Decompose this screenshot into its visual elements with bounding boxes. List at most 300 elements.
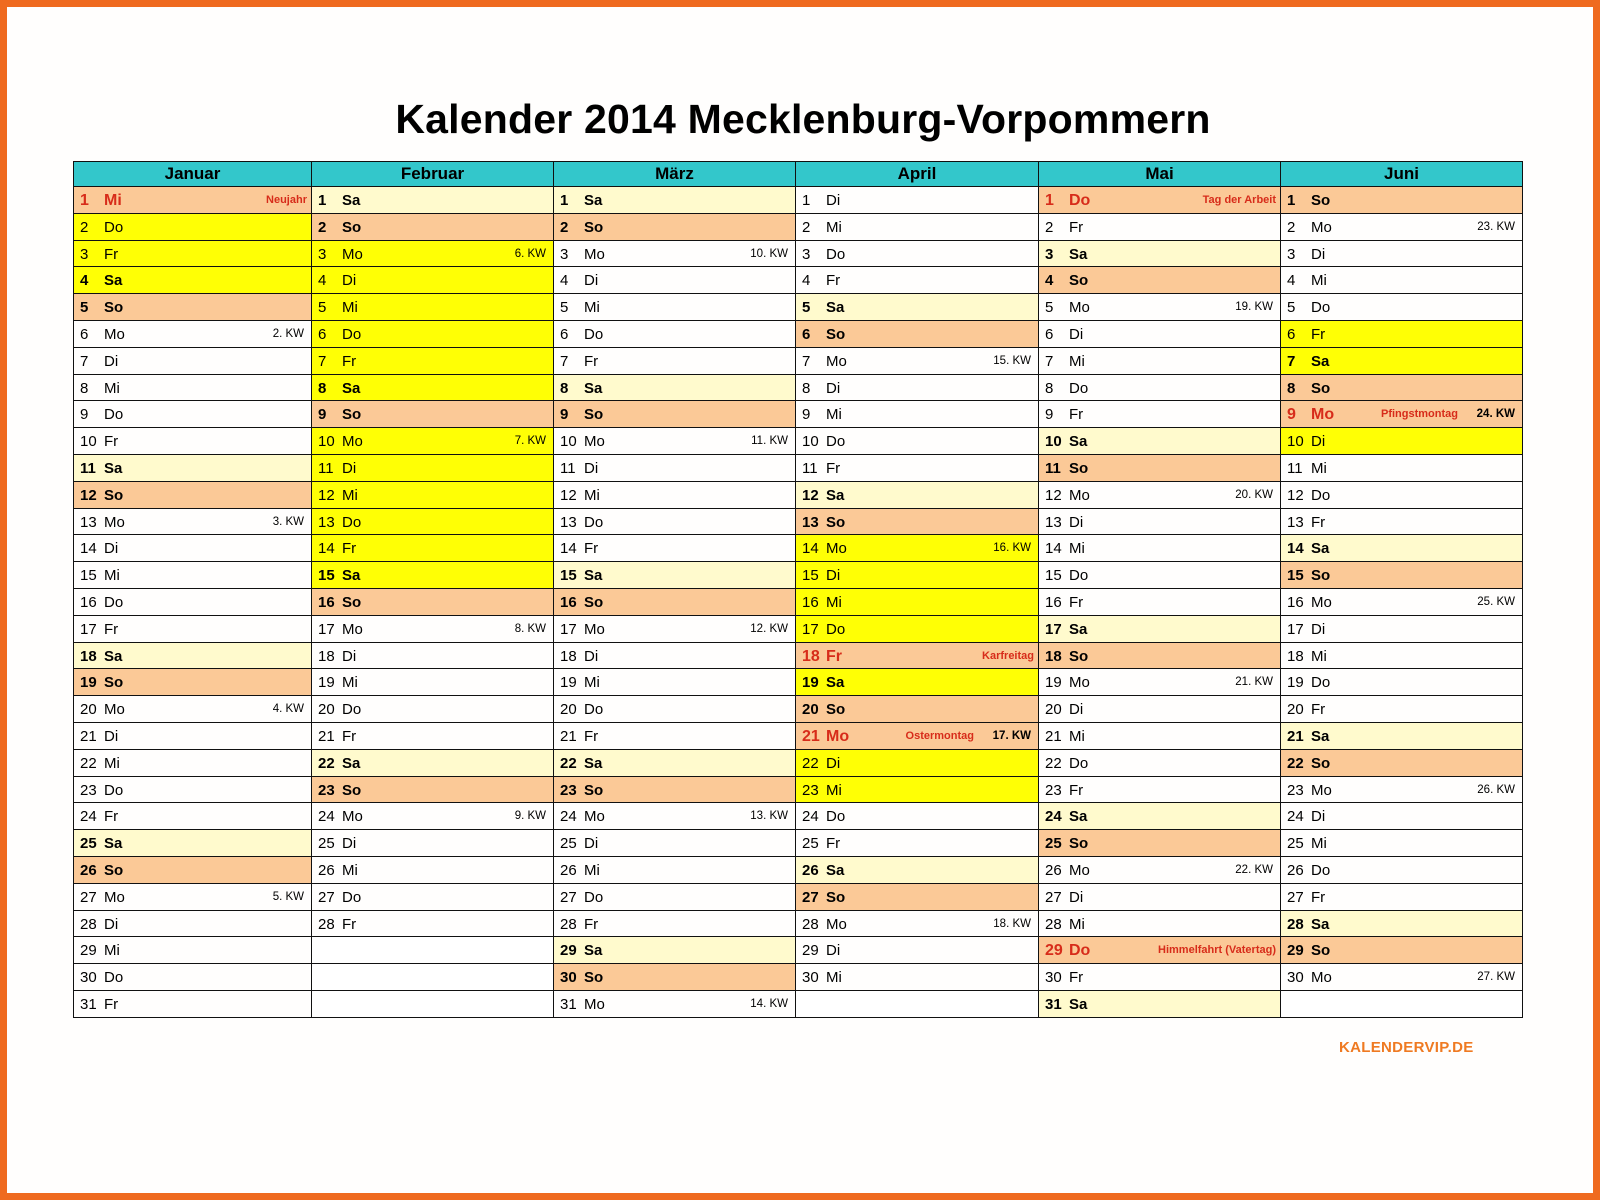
day-number: 15	[560, 567, 577, 585]
day-cell	[1281, 347, 1523, 374]
weekday-label: Mi	[584, 861, 600, 879]
weekday-label: Do	[342, 888, 362, 906]
day-cell	[1281, 830, 1523, 857]
weekday-label: Mi	[1311, 647, 1327, 665]
weekday-label: Mi	[104, 379, 120, 397]
day-number: 4	[80, 272, 89, 290]
day-number: 9	[1045, 406, 1054, 424]
day-number: 25	[802, 835, 819, 853]
holiday-label: Neujahr	[266, 194, 307, 206]
day-cell	[74, 401, 312, 428]
day-cell	[74, 294, 312, 321]
week-number-label: 8. KW	[514, 622, 546, 635]
day-number: 1	[80, 192, 89, 209]
day-number: 7	[560, 352, 569, 370]
day-cell	[312, 562, 554, 589]
day-cell	[1281, 937, 1523, 964]
weekday-label: Sa	[1069, 433, 1088, 451]
day-cell	[554, 696, 796, 723]
day-number: 13	[1045, 513, 1062, 531]
day-number: 14	[1045, 540, 1062, 558]
day-number: 6	[1287, 325, 1296, 343]
holiday-label: Himmelfahrt (Vatertag)	[1158, 944, 1276, 957]
day-cell	[1039, 481, 1281, 508]
day-cell	[312, 240, 554, 267]
day-cell	[74, 776, 312, 803]
day-cell	[312, 347, 554, 374]
weekday-label: Sa	[826, 486, 845, 504]
day-cell	[796, 883, 1039, 910]
day-cell	[796, 320, 1039, 347]
day-cell	[554, 883, 796, 910]
day-number: 2	[80, 218, 89, 236]
week-number-label: 24. KW	[1476, 408, 1515, 421]
month-header: April	[796, 162, 1039, 187]
weekday-label: Mi	[104, 567, 120, 585]
calendar-row	[74, 374, 1523, 401]
calendar-row	[74, 508, 1523, 535]
day-number: 2	[318, 218, 327, 236]
day-number: 28	[560, 915, 577, 933]
day-cell	[554, 937, 796, 964]
day-number: 13	[1287, 513, 1304, 531]
month-header: Juni	[1281, 162, 1523, 187]
day-cell	[796, 830, 1039, 857]
day-cell	[554, 830, 796, 857]
day-number: 25	[560, 835, 577, 853]
day-cell	[796, 776, 1039, 803]
day-cell	[1039, 856, 1281, 883]
weekday-label: Fr	[826, 459, 841, 477]
day-cell	[74, 347, 312, 374]
weekday-label: So	[1311, 754, 1331, 772]
day-cell	[74, 669, 312, 696]
calendar-row	[74, 830, 1523, 857]
day-number: 2	[802, 218, 811, 236]
day-cell	[312, 856, 554, 883]
weekday-label: So	[342, 781, 362, 799]
day-number: 20	[1287, 701, 1304, 719]
day-number: 20	[1045, 701, 1062, 719]
day-cell	[74, 830, 312, 857]
day-number: 29	[1287, 942, 1304, 960]
day-cell	[1039, 240, 1281, 267]
day-number: 21	[318, 727, 335, 745]
day-cell	[74, 615, 312, 642]
day-cell	[1281, 320, 1523, 347]
day-number: 5	[80, 299, 89, 317]
day-number: 9	[80, 406, 89, 424]
weekday-label: Mo	[826, 727, 850, 745]
day-number: 3	[560, 245, 569, 263]
day-number: 8	[1287, 379, 1296, 397]
day-number: 5	[560, 299, 569, 317]
day-cell	[554, 428, 796, 455]
day-number: 31	[560, 995, 577, 1013]
day-number: 8	[1045, 379, 1054, 397]
day-cell	[1281, 722, 1523, 749]
day-number: 19	[802, 674, 819, 692]
day-number: 18	[318, 647, 335, 665]
day-cell	[1281, 535, 1523, 562]
day-cell	[74, 508, 312, 535]
day-cell	[1281, 803, 1523, 830]
week-number-label: 19. KW	[1235, 301, 1273, 314]
weekday-label: Sa	[1311, 727, 1330, 745]
day-cell	[1039, 696, 1281, 723]
day-cell	[554, 267, 796, 294]
calendar-row	[74, 615, 1523, 642]
day-cell	[1281, 481, 1523, 508]
weekday-label: Do	[342, 325, 362, 343]
day-cell	[74, 240, 312, 267]
day-cell	[312, 320, 554, 347]
day-cell	[74, 990, 312, 1017]
weekday-label: Mo	[342, 620, 363, 638]
weekday-label: Mi	[584, 486, 600, 504]
month-header: Mai	[1039, 162, 1281, 187]
day-cell	[796, 187, 1039, 214]
weekday-label: Mi	[826, 593, 842, 611]
weekday-label: Fr	[104, 995, 119, 1013]
weekday-label: Di	[1311, 808, 1326, 826]
weekday-label: Fr	[584, 915, 599, 933]
weekday-label: So	[1069, 459, 1089, 477]
day-number: 6	[560, 325, 569, 343]
weekday-label: Sa	[1311, 540, 1330, 558]
weekday-label: So	[1311, 942, 1331, 960]
day-cell	[554, 776, 796, 803]
day-number: 18	[802, 647, 820, 665]
calendar-row	[74, 588, 1523, 615]
weekday-label: Mo	[584, 620, 605, 638]
week-number-label: 21. KW	[1235, 676, 1273, 689]
day-number: 11	[560, 459, 576, 477]
calendar-row	[74, 749, 1523, 776]
weekday-label: Sa	[1069, 808, 1088, 826]
calendar-row	[74, 856, 1523, 883]
weekday-label: Sa	[584, 754, 603, 772]
weekday-label: Sa	[584, 567, 603, 585]
day-cell	[1281, 508, 1523, 535]
weekday-label: Fr	[342, 352, 357, 370]
weekday-label: So	[342, 218, 362, 236]
day-number: 4	[560, 272, 569, 290]
weekday-label: So	[826, 325, 846, 343]
day-cell	[1281, 562, 1523, 589]
weekday-label: Mi	[1069, 352, 1085, 370]
day-number: 4	[802, 272, 811, 290]
day-number: 14	[80, 540, 97, 558]
day-cell	[1039, 910, 1281, 937]
weekday-label: Mi	[584, 674, 600, 692]
day-number: 24	[80, 808, 97, 826]
weekday-label: Di	[1069, 701, 1084, 719]
day-number: 16	[1287, 593, 1304, 611]
day-number: 26	[560, 861, 577, 879]
day-cell	[1281, 187, 1523, 214]
weekday-label: Di	[104, 727, 119, 745]
day-cell	[74, 856, 312, 883]
weekday-label: Mi	[104, 942, 120, 960]
day-cell	[312, 428, 554, 455]
day-cell	[554, 990, 796, 1017]
day-cell	[74, 267, 312, 294]
day-cell	[1281, 267, 1523, 294]
day-number: 25	[80, 835, 97, 853]
weekday-label: Fr	[1069, 781, 1084, 799]
weekday-label: Do	[104, 406, 124, 424]
weekday-label: Do	[584, 888, 604, 906]
calendar-row	[74, 320, 1523, 347]
day-number: 27	[80, 888, 97, 906]
day-cell	[312, 910, 554, 937]
day-number: 17	[318, 620, 335, 638]
weekday-label: So	[826, 513, 846, 531]
weekday-label: Mo	[1311, 969, 1332, 987]
day-cell	[554, 588, 796, 615]
day-number: 21	[80, 727, 97, 745]
weekday-label: So	[342, 406, 362, 424]
day-cell	[1039, 187, 1281, 214]
weekday-label: Do	[584, 513, 604, 531]
weekday-label: So	[1069, 647, 1089, 665]
weekday-label: Do	[1069, 379, 1089, 397]
day-number: 2	[1045, 218, 1054, 236]
day-number: 22	[318, 754, 335, 772]
weekday-label: So	[1069, 272, 1089, 290]
day-cell	[796, 696, 1039, 723]
weekday-label: Mo	[826, 352, 847, 370]
day-cell	[554, 642, 796, 669]
day-cell	[796, 910, 1039, 937]
day-cell	[1281, 294, 1523, 321]
weekday-label: Di	[1311, 433, 1326, 451]
week-number-label: 6. KW	[514, 247, 546, 260]
weekday-label: Mi	[1311, 835, 1327, 853]
weekday-label: Sa	[342, 567, 361, 585]
day-cell	[312, 883, 554, 910]
week-number-label: 14. KW	[750, 997, 788, 1010]
weekday-label: Di	[1069, 325, 1084, 343]
calendar-row	[74, 294, 1523, 321]
weekday-label: Fr	[1069, 406, 1084, 424]
day-cell	[312, 267, 554, 294]
day-number: 14	[560, 540, 577, 558]
day-number: 12	[1287, 486, 1304, 504]
weekday-label: Fr	[826, 835, 841, 853]
month-header: März	[554, 162, 796, 187]
day-cell	[74, 535, 312, 562]
weekday-label: Mi	[1069, 915, 1085, 933]
day-cell	[74, 213, 312, 240]
weekday-label: Do	[342, 701, 362, 719]
day-number: 13	[802, 513, 819, 531]
day-cell	[1039, 294, 1281, 321]
day-cell	[796, 428, 1039, 455]
weekday-label: Di	[826, 754, 841, 772]
day-cell	[1039, 320, 1281, 347]
calendar-row	[74, 267, 1523, 294]
day-cell	[312, 669, 554, 696]
day-number: 12	[560, 486, 577, 504]
weekday-label: Fr	[826, 647, 842, 665]
weekday-label: Fr	[104, 245, 119, 263]
weekday-label: Do	[1311, 861, 1331, 879]
day-cell	[1039, 454, 1281, 481]
weekday-label: Sa	[342, 192, 361, 209]
weekday-label: Mo	[1311, 218, 1332, 236]
day-cell	[1039, 776, 1281, 803]
day-number: 21	[1045, 727, 1062, 745]
weekday-label: Di	[584, 835, 599, 853]
week-number-label: 23. KW	[1477, 220, 1515, 233]
day-number: 18	[1045, 647, 1062, 665]
day-cell	[74, 696, 312, 723]
weekday-label: Mi	[1069, 540, 1085, 558]
day-cell	[312, 454, 554, 481]
day-number: 19	[1287, 674, 1304, 692]
day-number: 29	[1045, 942, 1063, 960]
day-number: 16	[560, 593, 577, 611]
day-number: 16	[318, 593, 335, 611]
day-number: 8	[318, 379, 327, 397]
day-cell	[796, 240, 1039, 267]
calendar-row	[74, 642, 1523, 669]
weekday-label: Fr	[1069, 218, 1084, 236]
day-cell	[312, 508, 554, 535]
day-cell	[1281, 696, 1523, 723]
day-number: 7	[1287, 352, 1296, 370]
weekday-label: Di	[584, 272, 599, 290]
day-number: 11	[1045, 459, 1061, 477]
day-number: 31	[80, 995, 97, 1013]
day-number: 20	[802, 701, 819, 719]
weekday-label: Do	[826, 433, 846, 451]
day-number: 25	[318, 835, 335, 853]
day-number: 11	[1287, 459, 1303, 477]
day-cell	[1281, 588, 1523, 615]
day-number: 16	[802, 593, 819, 611]
day-cell	[554, 187, 796, 214]
day-cell	[312, 830, 554, 857]
day-number: 28	[318, 915, 335, 933]
weekday-label: Fr	[584, 352, 599, 370]
day-cell	[796, 267, 1039, 294]
weekday-label: Mo	[826, 540, 847, 558]
day-cell	[554, 910, 796, 937]
day-cell	[796, 642, 1039, 669]
holiday-label: Karfreitag	[982, 649, 1034, 662]
day-number: 19	[80, 674, 97, 692]
week-number-label: 15. KW	[993, 354, 1031, 367]
day-number: 9	[802, 406, 811, 424]
week-number-label: 4. KW	[272, 703, 304, 716]
weekday-label: Mi	[342, 674, 358, 692]
day-cell	[1039, 347, 1281, 374]
day-number: 10	[1045, 433, 1062, 451]
weekday-label: Mo	[104, 701, 125, 719]
day-number: 9	[1287, 406, 1296, 424]
weekday-label: Do	[104, 593, 124, 611]
weekday-label: Di	[826, 379, 841, 397]
day-number: 26	[80, 861, 97, 879]
weekday-label: Mo	[1069, 861, 1090, 879]
day-cell	[796, 937, 1039, 964]
weekday-label: Mi	[342, 861, 358, 879]
calendar-row	[74, 883, 1523, 910]
weekday-label: Do	[826, 808, 846, 826]
brand-logo-text: KALENDERVIP.DE	[1339, 1039, 1474, 1056]
weekday-label: Mi	[104, 754, 120, 772]
day-number: 26	[1045, 861, 1062, 879]
weekday-label: Mi	[342, 299, 358, 317]
calendar-row	[74, 240, 1523, 267]
weekday-label: Do	[1311, 674, 1331, 692]
day-cell	[796, 615, 1039, 642]
week-number-label: 11. KW	[751, 435, 788, 448]
day-number: 27	[560, 888, 577, 906]
day-number: 17	[1287, 620, 1304, 638]
day-number: 3	[318, 245, 327, 263]
weekday-label: Do	[1069, 192, 1091, 209]
day-number: 5	[1287, 299, 1296, 317]
weekday-label: So	[584, 593, 604, 611]
weekday-label: Di	[826, 192, 841, 209]
day-number: 4	[318, 272, 327, 290]
weekday-label: Sa	[1311, 352, 1330, 370]
day-number: 19	[1045, 674, 1062, 692]
day-number: 15	[318, 567, 335, 585]
weekday-label: So	[1311, 379, 1331, 397]
day-cell	[1281, 776, 1523, 803]
day-number: 9	[560, 406, 569, 424]
weekday-label: Do	[1311, 486, 1331, 504]
empty-cell	[796, 990, 1039, 1017]
weekday-label: Fr	[1311, 888, 1326, 906]
day-cell	[796, 508, 1039, 535]
weekday-label: Mo	[1069, 486, 1090, 504]
week-number-label: 2. KW	[272, 327, 304, 340]
week-number-label: 26. KW	[1477, 783, 1515, 796]
weekday-label: So	[1311, 192, 1331, 209]
day-number: 13	[80, 513, 97, 531]
weekday-label: Fr	[826, 272, 841, 290]
day-number: 1	[318, 192, 327, 209]
day-number: 24	[1045, 808, 1062, 826]
weekday-label: Mo	[584, 808, 605, 826]
day-number: 28	[1045, 915, 1062, 933]
weekday-label: Do	[1069, 754, 1089, 772]
day-number: 19	[560, 674, 577, 692]
day-number: 1	[1045, 192, 1054, 209]
weekday-label: Di	[1069, 888, 1084, 906]
weekday-label: Fr	[104, 620, 119, 638]
day-cell	[74, 803, 312, 830]
day-cell	[74, 374, 312, 401]
day-number: 4	[1045, 272, 1054, 290]
weekday-label: Sa	[1069, 620, 1088, 638]
day-cell	[554, 481, 796, 508]
day-number: 20	[80, 701, 97, 719]
day-number: 1	[1287, 192, 1296, 209]
day-number: 22	[560, 754, 577, 772]
day-cell	[554, 803, 796, 830]
weekday-label: Mi	[1311, 459, 1327, 477]
weekday-label: Di	[104, 352, 119, 370]
day-number: 12	[80, 486, 97, 504]
weekday-label: Sa	[104, 835, 123, 853]
